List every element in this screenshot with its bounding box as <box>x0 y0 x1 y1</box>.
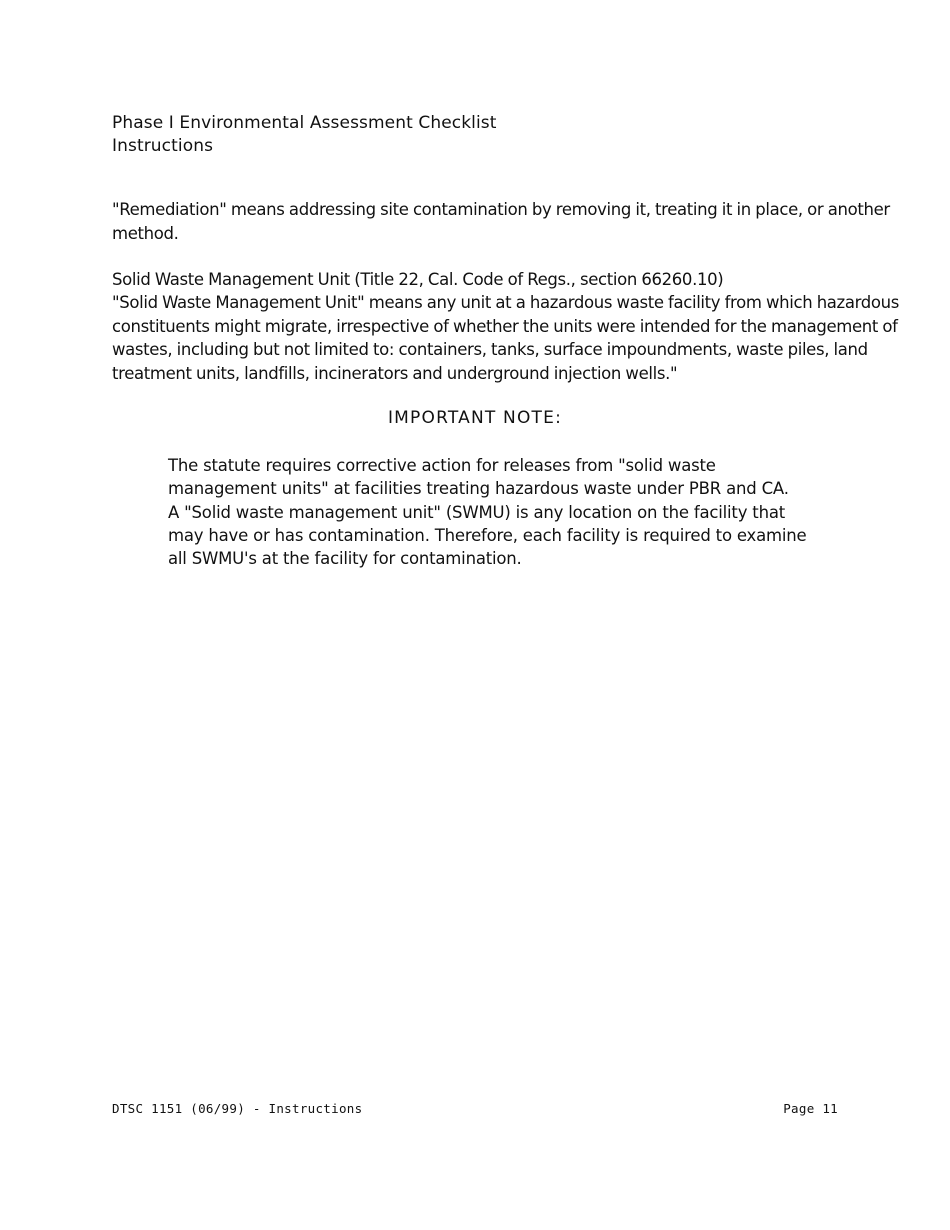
footer-form-id: DTSC 1151 (06/99) - Instructions <box>112 1101 363 1116</box>
swmu-definition <box>112 291 899 385</box>
swmu-line: wastes, including but not limited to: containers, tanks, surface impoundments, waste piles, land <box>112 340 868 359</box>
note-line: A "Solid waste management unit" (SWMU) is any location on the facility that <box>168 502 786 522</box>
note-line: The statute requires corrective action for releases from "solid waste <box>168 456 716 475</box>
document-subtitle: Instructions <box>112 136 214 156</box>
remediation-line: method. <box>112 223 179 243</box>
note-line: may have or has contamination. Therefore, each facility is required to examine <box>168 525 807 545</box>
important-note-title: IMPORTANT NOTE: <box>387 408 563 428</box>
note-line: all SWMU's at the facility for contamination. <box>168 549 522 569</box>
swmu-line: constituents might migrate, irrespective of whether the units were intended for the management of <box>112 316 898 336</box>
footer-page-number: Page 11 <box>783 1101 838 1116</box>
important-note-body <box>168 454 828 570</box>
swmu-line: "Solid Waste Management Unit" means any unit at a hazardous waste facility from which hazardous <box>112 293 899 312</box>
swmu-heading-text: Solid Waste Management Unit (Title 22, Cal. Code of Regs., section 66260.10) <box>112 270 724 289</box>
document-header <box>112 112 497 158</box>
swmu-line: treatment units, landfills, incinerators and underground injection wells." <box>112 363 678 383</box>
swmu-heading <box>112 268 872 292</box>
note-line: management units" at facilities treating hazardous waste under PBR and CA. <box>168 479 789 499</box>
document-title: Phase I Environmental Assessment Checklist <box>112 113 497 133</box>
remediation-definition <box>112 198 890 245</box>
remediation-line: "Remediation" means addressing site contamination by removing it, treating it in place, or another <box>112 200 890 219</box>
